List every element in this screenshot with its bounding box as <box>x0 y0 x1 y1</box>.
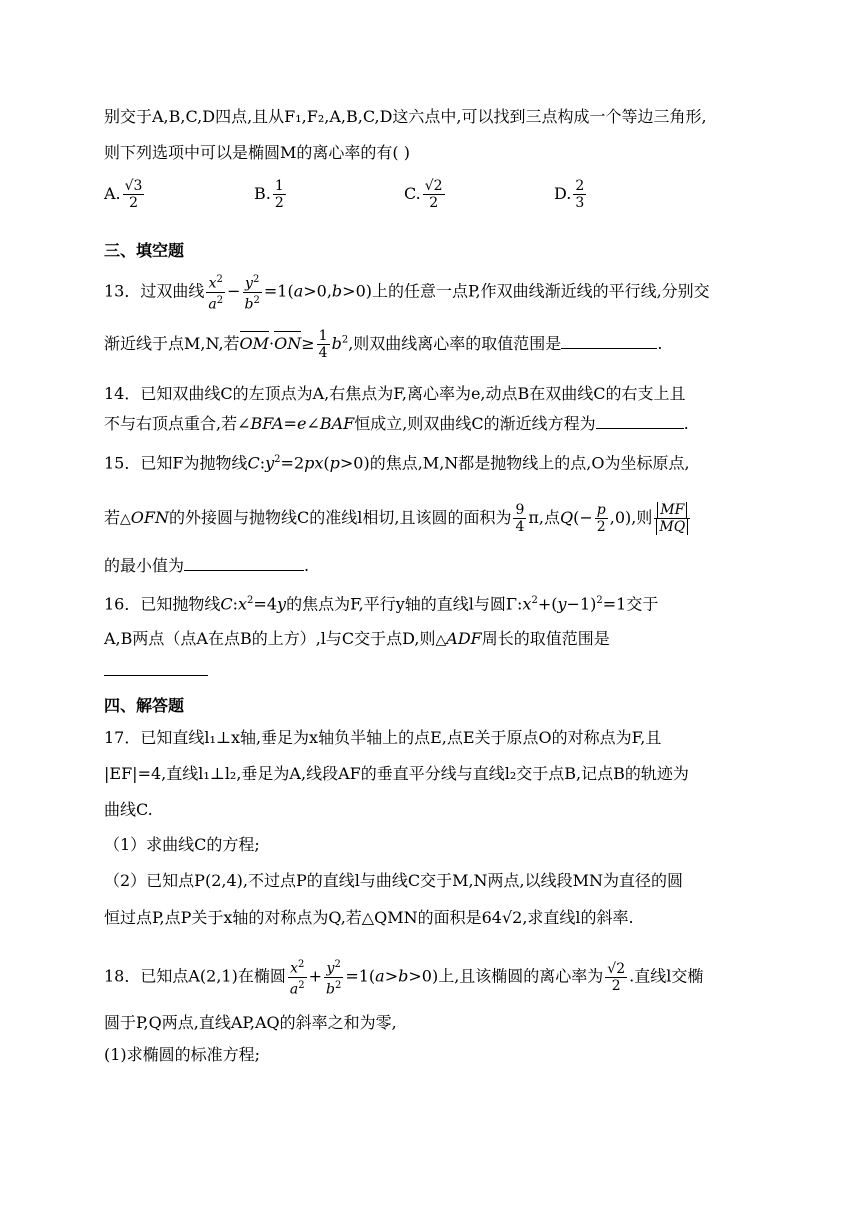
section-heading-answer: 四、解答题 <box>104 696 185 715</box>
option-d: D. $\frac{2}{3}$ <box>554 178 585 211</box>
q15-line1: 15．已知F为抛物线$C:y^2=2px(p>0)$的焦点,M,N都是抛物线上的点,O为坐标原点, <box>104 453 690 473</box>
q13-line2: 渐近线于点M,N,若OM·ON≥ $\frac{1}{4}$ $b^2$,则双曲线离心率的取值范围是 . <box>104 328 663 361</box>
q13-line1: 13．过双曲线 $\frac{x^2}{a^2}$ − $\frac{y^2}{b^2}$ =1(a>0,b>0)上的任意一点P,作双曲线渐近线的平行线,分别交 <box>104 274 710 313</box>
q17-part2-line2: 恒过点P,点P关于x轴的对称点为Q,若△QMN的面积是64√2,求直线l的斜率. <box>104 908 634 927</box>
option-a: A. $\frac{√3}{2}$ <box>104 178 143 211</box>
q16-line1: 16．已知抛物线$C:x^2=4y$的焦点为F,平行y轴的直线l与圆$\Gamma:x^2+(y-1)^2=1$交于 <box>104 594 659 614</box>
q16-line2: A,B两点（点A在点B的上方）,l与C交于点D,则△ADF周长的取值范围是 <box>104 629 610 648</box>
q16-answer-blank <box>104 660 208 682</box>
q12-line1: 别交于A,B,C,D四点,且从F₁,F₂,A,B,C,D这六点中,可以找到三点构成一个等边三角形, <box>104 107 707 126</box>
q15-line3: 的最小值为 . <box>104 556 310 575</box>
q14-line1: 14．已知双曲线C的左顶点为A,右焦点为F,离心率为e,动点B在双曲线C的右支上且 <box>104 384 686 403</box>
q18-part1: (1)求椭圆的标准方程; <box>104 1045 261 1064</box>
q14-line2: 不与右顶点重合,若∠BFA=e∠BAF恒成立,则双曲线C的渐近线方程为 . <box>104 414 689 433</box>
option-b: B. $\frac{1}{2}$ <box>254 178 284 211</box>
q17-part2-line1: （2）已知点P(2,4),不过点P的直线l与曲线C交于M,N两点,以线段MN为直径的圆 <box>104 871 684 890</box>
section-heading-fill-blank: 三、填空题 <box>104 241 185 260</box>
q18-line1: 18．已知点A(2,1)在椭圆 $\frac{x^2}{a^2}$ + $\frac{y^2}{b^2}$ =1(a>b>0)上,且该椭圆的离心率为 $\frac{√2}{2}$ .直线l交椭 <box>104 959 704 998</box>
q17-line2: |EF|=4,直线l₁⊥l₂,垂足为A,线段AF的垂直平分线与直线l₂交于点B,记点B的轨迹为 <box>104 764 689 783</box>
option-c: C. $\frac{√2}{2}$ <box>404 178 443 211</box>
q17-line3: 曲线C. <box>104 800 153 819</box>
q12-line2: 则下列选项中可以是椭圆M的离心率的有( ) <box>104 143 410 162</box>
q15-line2: 若△OFN的外接圆与抛物线C的准线l相切,且该圆的面积为 $\frac{9}{4}$ π,点Q(− $\frac{p}{2}$ ,0),则 $\frac{MF}{MQ}$ <box>104 502 692 535</box>
q18-line2: 圆于P,Q两点,直线AP,AQ的斜率之和为零, <box>104 1013 397 1032</box>
q17-part1: （1）求曲线C的方程; <box>104 835 260 854</box>
q17-line1: 17．已知直线l₁⊥x轴,垂足为x轴负半轴上的点E,点E关于原点O的对称点为F,且 <box>104 728 662 747</box>
